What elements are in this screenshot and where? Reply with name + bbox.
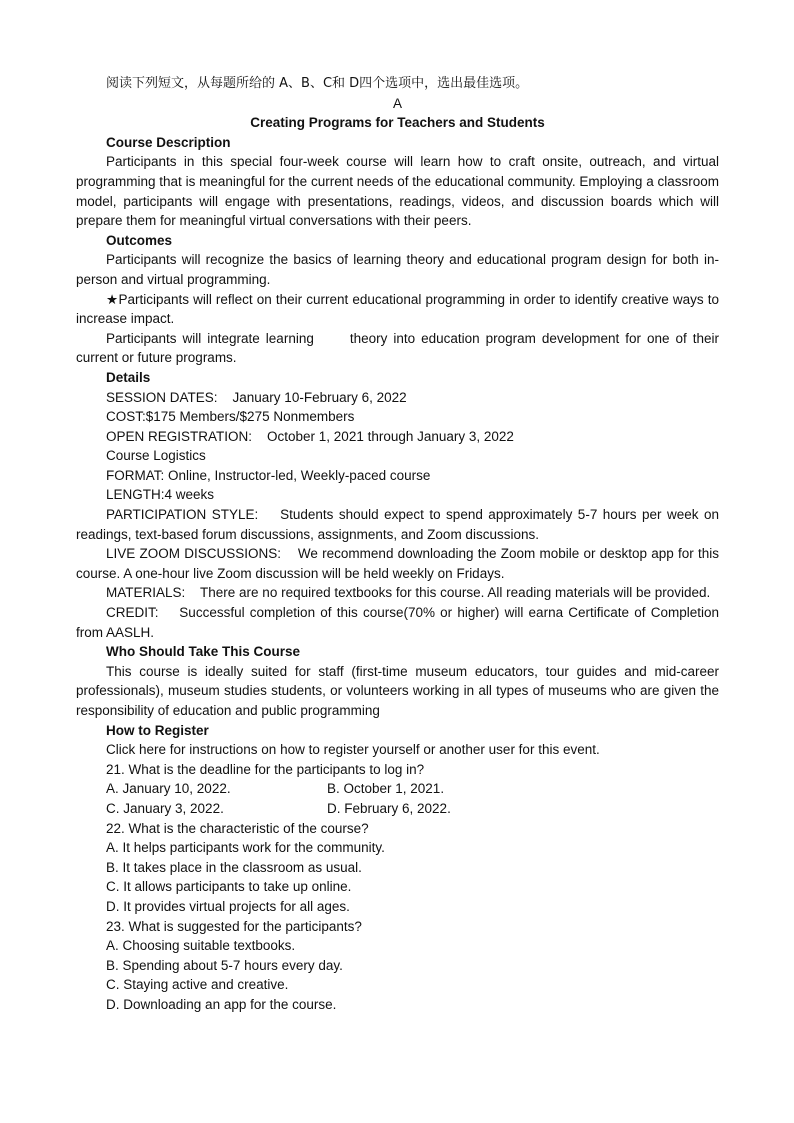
option-d[interactable]: D. February 6, 2022. [327, 800, 451, 816]
option-c[interactable]: C. It allows participants to take up online. [106, 879, 352, 895]
length: LENGTH:4 weeks [106, 487, 215, 503]
credit: CREDIT: Successful completion of this course(70% or higher) will earna Certificate of Completion from AASLH. [76, 605, 723, 640]
open-registration: OPEN REGISTRATION: October 1, 2021 through January 3, 2022 [106, 428, 514, 444]
who-should-take-heading: Who Should Take This Course [106, 644, 301, 660]
question-21-options-row-2 [76, 799, 719, 819]
option-a[interactable]: A. Choosing suitable textbooks. [106, 938, 296, 954]
how-to-register-heading: How to Register [106, 722, 209, 738]
option-d[interactable]: D. It provides virtual projects for all ages. [106, 898, 350, 914]
exam-page [76, 74, 723, 1015]
session-dates: SESSION DATES: January 10-February 6, 2022 [106, 389, 407, 405]
question-21-stem: 21. What is the deadline for the participants to log in? [106, 761, 425, 777]
register-link-text[interactable]: Click here for instructions on how to register yourself or another user for this event. [106, 742, 600, 758]
instruction: 阅读下列短文，从每题所给的 A、B、C和 D四个选项中，选出最佳选项。 [106, 76, 529, 91]
who-should-take-text: This course is ideally suited for staff (first-time museum educators, tour guides and mid-career professionals), museum studies students, or volunteers working in all types of museums who are given the responsibility of education and public programming [76, 663, 719, 718]
question-21-options-row-1 [76, 779, 719, 799]
course-description-heading: Course Description [106, 134, 231, 150]
cost: COST:$175 Members/$275 Nonmembers [106, 409, 355, 425]
materials: MATERIALS: There are no required textbooks for this course. All reading materials will be provided. [106, 585, 711, 601]
course-logistics: Course Logistics [106, 448, 206, 464]
option-a[interactable]: A. It helps participants work for the community. [106, 840, 385, 856]
section-letter: A [392, 95, 402, 111]
outcome-item: ★Participants will reflect on their current educational programming in order to identify creative ways to increase impact. [76, 291, 719, 327]
format: FORMAT: Online, Instructor-led, Weekly-paced course [106, 467, 431, 483]
option-b[interactable]: B. October 1, 2021. [327, 781, 445, 797]
option-d[interactable]: D. Downloading an app for the course. [106, 996, 337, 1012]
outcome-item: Participants will integrate learning theory into education program development for one of their current or future programs. [76, 330, 723, 366]
outcomes-heading: Outcomes [106, 232, 173, 248]
details-heading: Details [106, 369, 151, 385]
question-22-stem: 22. What is the characteristic of the course? [106, 820, 369, 836]
option-c[interactable]: C. Staying active and creative. [106, 977, 289, 993]
live-zoom-discussions: LIVE ZOOM DISCUSSIONS: We recommend downloading the Zoom mobile or desktop app for this course. A one-hour live Zoom discussion will be held weekly on Fridays. [76, 546, 723, 581]
option-b[interactable]: B. Spending about 5-7 hours every day. [106, 957, 343, 973]
outcome-item: Participants will recognize the basics of learning theory and educational program design for both in-person and virtual programming. [76, 252, 719, 287]
option-b[interactable]: B. It takes place in the classroom as usual. [106, 859, 362, 875]
passage-title: Creating Programs for Teachers and Students [250, 115, 545, 131]
question-23-stem: 23. What is suggested for the participants? [106, 918, 362, 934]
participation-style: PARTICIPATION STYLE: Students should expect to spend approximately 5-7 hours per week on readings, text-based forum discussions, assignments, and Zoom discussions. [76, 507, 723, 542]
course-description-text: Participants in this special four-week course will learn how to craft onsite, outreach, and virtual programming that is meaningful for the current needs of the educational community. Employing a classroom model, participants will engage with presentations, readings, videos, and discussion boards which will prepare them for meaningful virtual conversations with their peers. [76, 154, 719, 229]
option-a[interactable]: A. January 10, 2022. [106, 781, 231, 797]
option-c[interactable]: C. January 3, 2022. [106, 800, 224, 816]
